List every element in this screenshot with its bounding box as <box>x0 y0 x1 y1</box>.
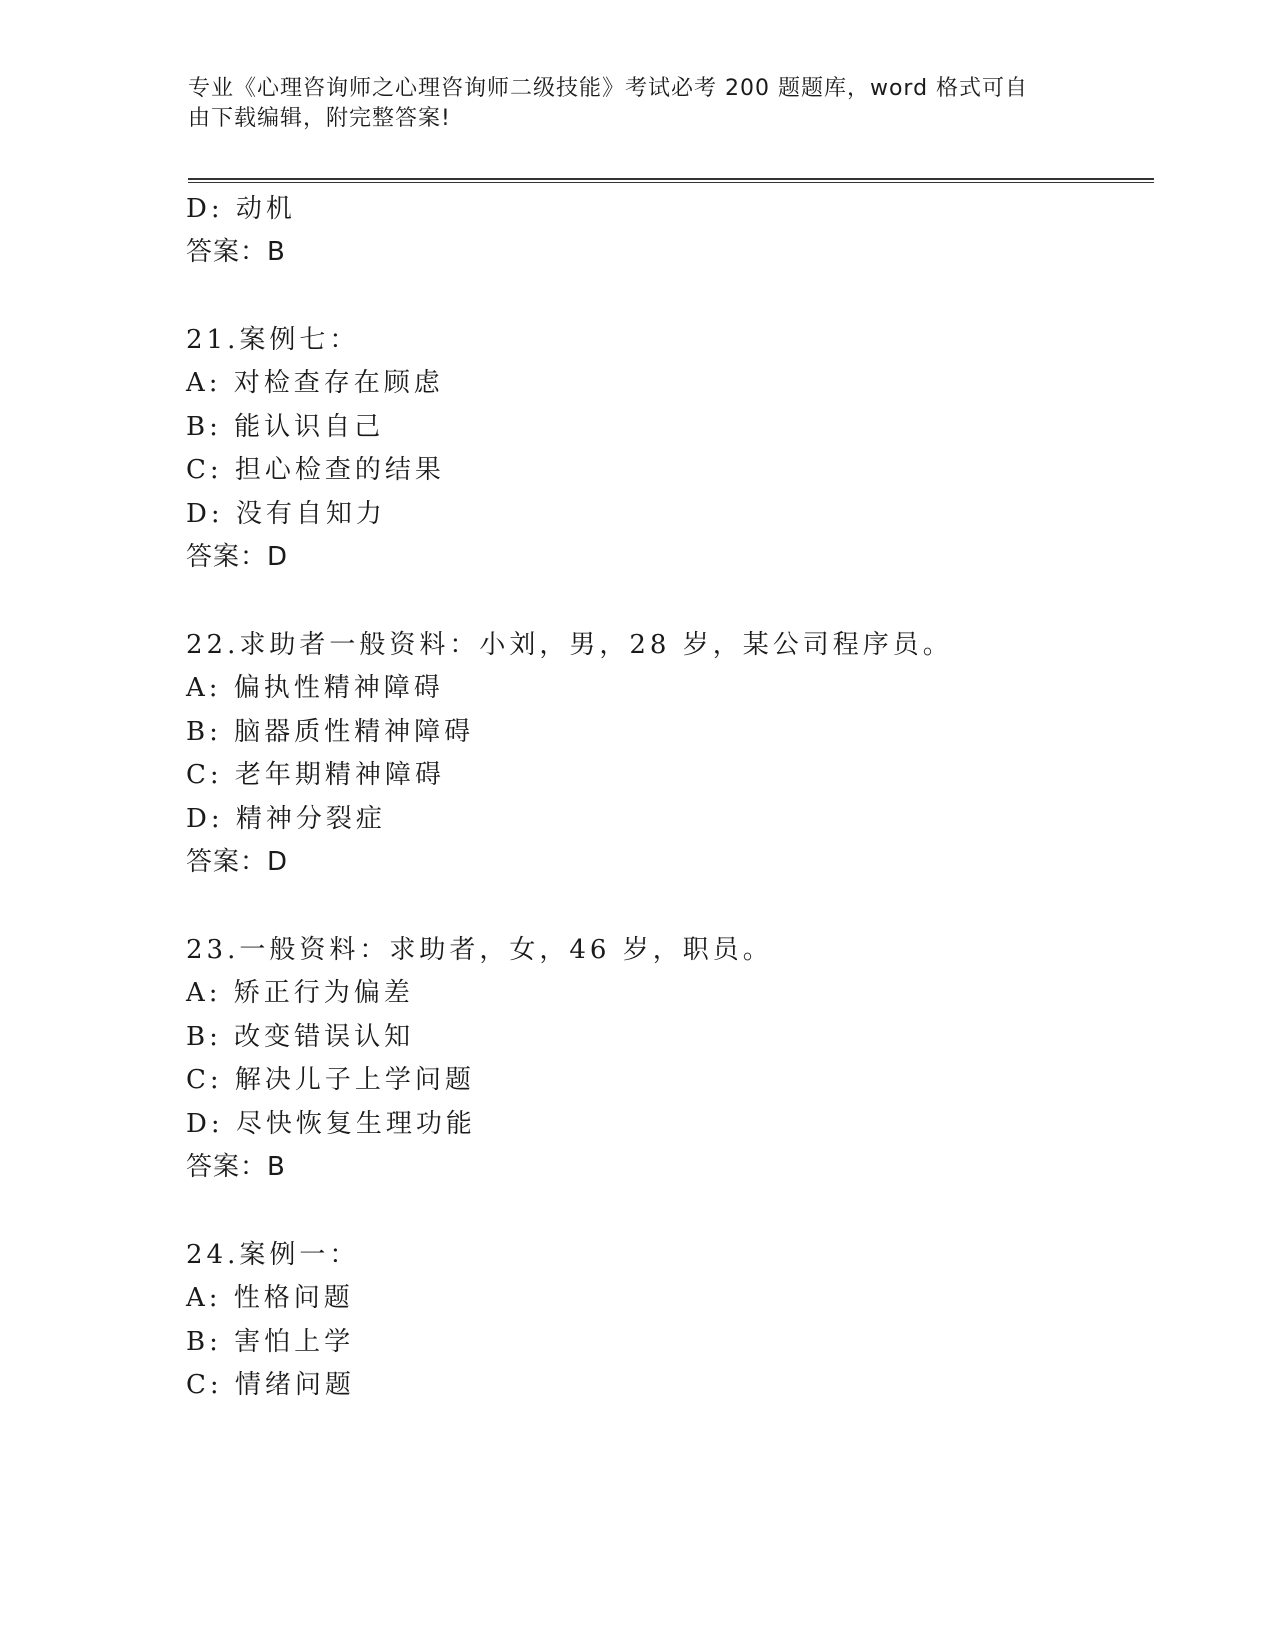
q22-option-a: A: 偏执性精神障碍 <box>186 673 444 703</box>
header-line-2: 由下载编辑，附完整答案! <box>188 106 451 131</box>
answer-23: 答案：B <box>186 1152 286 1182</box>
header-line-1: 专业《心理咨询师之心理咨询师二级技能》考试必考 200 题题库，word 格式可自 <box>188 76 1029 101</box>
answer-21: 答案：D <box>186 542 289 572</box>
option-d-prev: D: 动机 <box>186 194 296 224</box>
q21-option-c: C: 担心检查的结果 <box>186 455 445 485</box>
answer-20: 答案：B <box>186 237 286 267</box>
q21-option-b: B: 能认识自己 <box>186 412 385 442</box>
question-22: 22.求助者一般资料：小刘，男，28 岁，某公司程序员。 <box>186 630 953 660</box>
q23-option-c: C: 解决儿子上学问题 <box>186 1065 475 1095</box>
q22-option-d: D: 精神分裂症 <box>186 804 386 834</box>
q23-option-a: A: 矫正行为偏差 <box>186 978 414 1008</box>
q22-option-b: B: 脑器质性精神障碍 <box>186 717 475 747</box>
q24-option-b: B: 害怕上学 <box>186 1327 355 1357</box>
q22-option-c: C: 老年期精神障碍 <box>186 760 445 790</box>
q24-option-c: C: 情绪问题 <box>186 1370 355 1400</box>
question-23: 23.一般资料：求助者，女，46 岁，职员。 <box>186 935 773 965</box>
question-24: 24.案例一： <box>186 1240 360 1270</box>
q21-option-a: A: 对检查存在顾虑 <box>186 368 444 398</box>
q23-option-b: B: 改变错误认知 <box>186 1022 415 1052</box>
answer-22: 答案：D <box>186 847 289 877</box>
document-header <box>188 74 1068 134</box>
q23-option-d: D: 尽快恢复生理功能 <box>186 1109 476 1139</box>
header-divider-thin <box>188 182 1154 183</box>
header-divider-thick <box>188 178 1154 180</box>
q24-option-a: A: 性格问题 <box>186 1283 354 1313</box>
question-21: 21.案例七： <box>186 325 360 355</box>
q21-option-d: D: 没有自知力 <box>186 499 386 529</box>
